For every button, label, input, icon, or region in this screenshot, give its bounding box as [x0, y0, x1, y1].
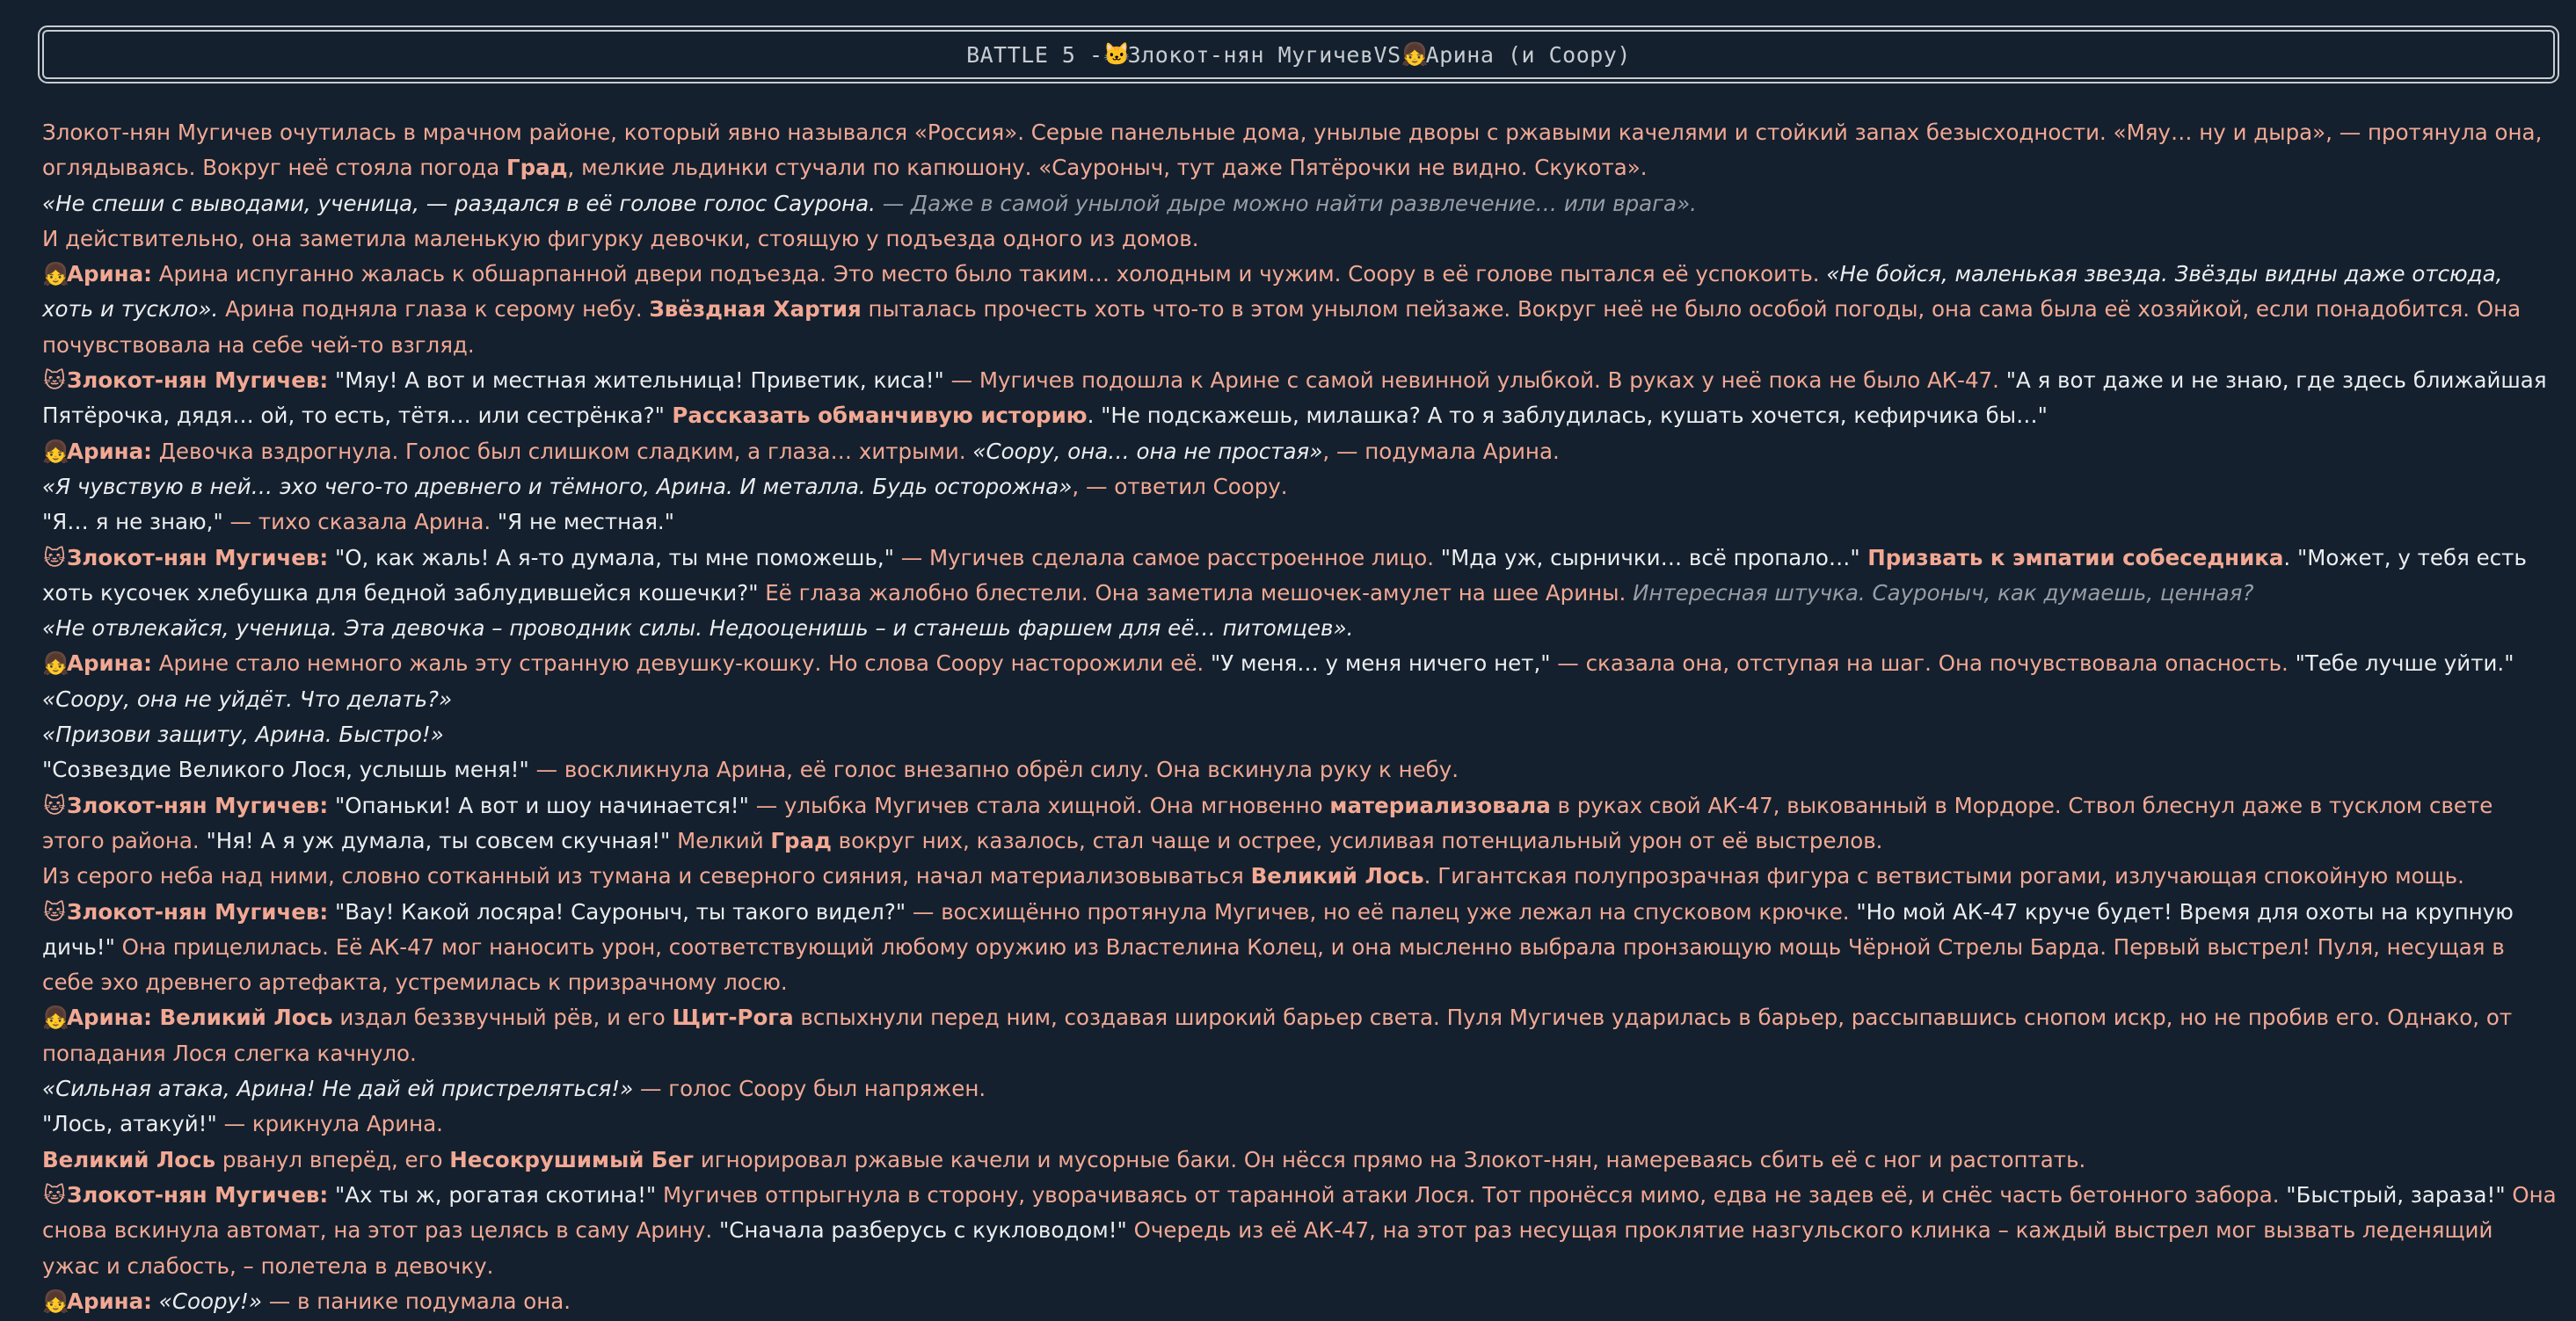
ability-name: Великий Лось — [1250, 863, 1424, 889]
story-paragraph — [42, 682, 2557, 717]
girl-face-icon: 👧 — [42, 438, 69, 464]
battle-prefix: BATTLE 5 - — [966, 41, 1103, 68]
dialogue: "Быстрый, зараза!" — [2286, 1181, 2506, 1208]
narration: . Гигантская полупрозрачная фигура с ветвистыми рогами, излучающая спокойную мощь. — [1423, 863, 2464, 889]
narration: — Мугичев подошла к Арине с самой невинной улыбкой. В руках у неё пока не было АК-47. — [943, 367, 2006, 394]
story-paragraph — [42, 1071, 2557, 1107]
girl-face-icon: 👧 — [1401, 41, 1430, 67]
battle-title-bar — [42, 30, 2555, 79]
story-paragraph — [42, 469, 2557, 504]
fighter2-name: Арина (и Соору) — [1425, 41, 1631, 68]
story-paragraph — [42, 221, 2557, 257]
speaker-name: Злокот-нян Мугичев: — [67, 367, 329, 394]
story-paragraph — [42, 363, 2557, 434]
narration: , мелкие льдинки стучали по капюшону. «Сауроныч, тут даже Пятёрочки не видно. Скукота». — [567, 155, 1648, 181]
narration: — восхищённо протянула Мугичев, но её палец уже лежал на спусковом крючке. — [906, 898, 1857, 925]
dialogue: "А я вот даже и не знаю, где здесь ближайшая Пятёрочка, дядя… ой, то есть, тётя… или сестрёнка?" — [42, 367, 2547, 429]
story-paragraph — [42, 1000, 2557, 1071]
story-paragraph — [42, 1284, 2557, 1319]
speaker-name: Злокот-нян Мугичев: — [67, 1181, 329, 1208]
cat-face-icon: 🐱 — [43, 792, 66, 818]
speaker-name: Арина: — [67, 438, 152, 464]
ability-name: Щит-Рога — [672, 1005, 794, 1031]
cat-face-icon: 🐱 — [43, 1181, 66, 1208]
speaker-name: Злокот-нян Мугичев: — [67, 544, 329, 570]
narration: издал беззвучный рёв, и его — [332, 1005, 673, 1031]
dialogue: "Мяу! А вот и местная жительница! Приветик, киса!" — [328, 367, 944, 394]
dialogue: "Мда уж, сырнички… всё пропало…" — [1440, 544, 1860, 570]
narration: — крикнула Арина. — [216, 1111, 443, 1137]
dialogue: "Вау! Какой лосяра! Сауроныч, ты такого видел?" — [328, 898, 906, 925]
narration: — сказала она, отступая на шаг. Она почувствовала опасность. — [1550, 650, 2296, 677]
girl-face-icon: 👧 — [42, 1288, 69, 1314]
fighter1-name: Злокот-нян Мугичев — [1127, 41, 1374, 68]
mental-voice: «Не бойся, маленькая звезда. Звёзды видны даже отсюда, хоть и тускло». — [42, 261, 2503, 323]
narration: Арина подняла глаза к серому небу. — [218, 296, 650, 323]
cat-face-icon: 🐱 — [43, 367, 66, 394]
story-paragraph — [42, 646, 2557, 681]
mental-voice: «Соору, она не уйдёт. Что делать?» — [42, 686, 453, 712]
narration: , — подумала Арина. — [1322, 438, 1560, 464]
speaker-name: Арина: — [67, 650, 152, 677]
dialogue: "Ах ты ж, рогатая скотина!" — [328, 1181, 657, 1208]
narration: Мелкий — [670, 827, 771, 853]
narration: — голос Соору был напряжен. — [633, 1076, 986, 1102]
dialogue: "Созвездие Великого Лося, услышь меня!" — [42, 757, 529, 783]
speaker-name: Арина: — [67, 1288, 152, 1314]
narration: Она снова вскинула автомат, на этот раз целясь в саму Арину. — [42, 1181, 2557, 1244]
speaker-name: Злокот-нян Мугичев: — [67, 898, 329, 925]
dialogue: "Я… я не знаю," — [42, 509, 223, 535]
mental-voice-aside: — Даже в самой унылой дыре можно найти развлечение… или врага». — [875, 190, 1697, 216]
cat-face-icon: 🐱 — [43, 544, 66, 570]
mental-voice: «Я чувствую в ней… эхо чего-то древнего и тёмного, Арина. И металла. Будь осторожна» — [42, 473, 1073, 499]
narration: — в панике подумала она. — [261, 1288, 571, 1314]
story-paragraph — [42, 895, 2557, 1001]
ability-name: Великий Лось — [42, 1146, 216, 1172]
dialogue: "Лось, атакуй!" — [42, 1111, 217, 1137]
narration: рванул вперёд, его — [215, 1146, 450, 1172]
narration: Она прицелилась. Её АК-47 мог наносить урон, соответствующий любому оружию из Властелина Колец, и она мысленно выбрала пронзающую мощь Чёрной Стрелы Барда. Первый выстрел! Пуля, несущая в себе эхо древнего артефакта, устремилась к призрачному лосю. — [42, 933, 2505, 996]
dialogue: "О, как жаль! А я-то думала, ты мне поможешь," — [328, 544, 894, 570]
dialogue: "Ня! А я уж думала, ты совсем скучная!" — [206, 827, 671, 853]
narration: — тихо сказала Арина. — [222, 509, 498, 535]
narration: в руках свой АК-47, выкованный в Мордоре. Ствол блеснул даже в тусклом свете этого района. — [42, 792, 2493, 853]
ability-name: Призвать к эмпатии собеседника — [1859, 544, 2284, 570]
dialogue: . "Не подскажешь, милашка? А то я заблудилась, кушать хочется, кефирчика бы…" — [1087, 403, 2048, 429]
narration: Арине стало немного жаль эту странную девушку-кошку. Но слова Соору насторожили её. — [151, 650, 1211, 677]
ability-name: Звёздная Хартия — [649, 296, 862, 323]
girl-face-icon: 👧 — [42, 650, 69, 677]
cat-face-icon: 🐱 — [43, 898, 66, 925]
story-paragraph — [42, 434, 2557, 469]
story-paragraph — [42, 611, 2557, 646]
dialogue: "Я не местная." — [497, 509, 674, 535]
ability-name: Великий Лось — [151, 1005, 333, 1031]
narration: вспыхнули перед ним, создавая широкий барьер света. Пуля Мугичев ударилась в барьер, рассыпавшись снопом искр, но не пробив его. Однако, от попадания Лося слегка качнуло. — [42, 1005, 2513, 1066]
speaker-name: Арина: — [67, 1005, 152, 1031]
versus-label: VS — [1373, 41, 1401, 68]
story-paragraph — [42, 788, 2557, 860]
dialogue: "Тебе лучше уйти." — [2295, 650, 2514, 677]
girl-face-icon: 👧 — [42, 261, 69, 287]
mental-voice: «Призови защиту, Арина. Быстро!» — [42, 722, 444, 748]
story-paragraph — [42, 115, 2557, 186]
narration: — воскликнула Арина, её голос внезапно обрёл силу. Она вскинула руку к небу. — [528, 757, 1459, 783]
story-paragraph — [42, 1178, 2557, 1284]
story-paragraph — [42, 717, 2557, 752]
narration: Девочка вздрогнула. Голос был слишком сладким, а глаза… хитрыми. — [151, 438, 973, 464]
narration: — Мугичев сделала самое расстроенное лицо. — [893, 544, 1441, 570]
dialogue: . "Может, у тебя есть хоть кусочек хлебушка для бедной заблудившейся кошечки?" — [42, 544, 2527, 606]
narration: Очередь из её АК-47, на этот раз несущая проклятие назгульского клинка – каждый выстрел мог вызвать леденящий ужас и слабость, – полетела в девочку. — [42, 1217, 2493, 1279]
battle-story — [42, 115, 2557, 1319]
dialogue: "Опаньки! А вот и шоу начинается!" — [328, 792, 749, 818]
ability-name: Рассказать обманчивую историю — [664, 403, 1088, 429]
mental-voice: «Соору, она… она не простая» — [972, 438, 1323, 464]
speaker-name: Арина: — [67, 261, 152, 287]
mental-voice: «Не спеши с выводами, ученица, — раздался в её голове голос Саурона. — [42, 190, 876, 216]
narration: Её глаза жалобно блестели. Она заметила мешочек-амулет на шее Арины. — [758, 579, 1634, 606]
story-paragraph — [42, 186, 2557, 221]
story-paragraph — [42, 504, 2557, 540]
narration: Арина испуганно жалась к обшарпанной двери подъезда. Это место было таким… холодным и чужим. Соору в её голове пытался её успокоить. — [151, 261, 1827, 287]
narration: вокруг них, казалось, стал чаще и острее, усиливая потенциальный урон от её выстрелов. — [831, 827, 1883, 853]
ability-name: Град — [506, 155, 568, 181]
speaker-name: Злокот-нян Мугичев: — [67, 792, 329, 818]
girl-face-icon: 👧 — [42, 1005, 69, 1031]
narration: Мугичев отпрыгнула в сторону, уворачиваясь от таранной атаки Лося. Тот пронёсся мимо, едва не задев её, и снёс часть бетонного забора. — [656, 1181, 2287, 1208]
narration: Из серого неба над ними, словно сотканный из тумана и северного сияния, начал материализовываться — [42, 863, 1251, 889]
narration: пыталась прочесть хоть что-то в этом унылом пейзаже. Вокруг неё не было особой погоды, она сама была её хозяйкой, если понадобится. Она почувствовала на себе чей-то взгляд. — [42, 296, 2521, 358]
cat-face-icon: 🐱 — [1102, 41, 1132, 67]
story-paragraph — [42, 752, 2557, 788]
mental-voice: «Сильная атака, Арина! Не дай ей пристреляться!» — [42, 1076, 634, 1102]
mental-voice: «Не отвлекайся, ученица. Эта девочка – проводник силы. Недооценишь – и станешь фаршем для её… питомцев». — [42, 615, 1354, 642]
narration: — улыбка Мугичев стала хищной. Она мгновенно — [748, 792, 1330, 818]
story-paragraph — [42, 257, 2557, 363]
story-paragraph — [42, 1143, 2557, 1178]
dialogue: "У меня… у меня ничего нет," — [1210, 650, 1551, 677]
ability-name: Град — [770, 827, 832, 853]
inner-thought: Интересная штучка. Сауроныч, как думаешь, ценная? — [1633, 579, 2254, 606]
dialogue: "Но мой АК-47 круче будет! Время для охоты на крупную дичь!" — [42, 898, 2514, 960]
narration: , — ответил Соору. — [1072, 473, 1288, 499]
narration: игнорировал ржавые качели и мусорные баки. Он нёсся прямо на Злокот-нян, намереваясь сбить её с ног и растоптать. — [694, 1146, 2086, 1172]
story-paragraph — [42, 1107, 2557, 1142]
story-paragraph — [42, 541, 2557, 612]
narration: Злокот-нян Мугичев очутилась в мрачном районе, который явно назывался «Россия». Серые панельные дома, унылые дворы с ржавыми качелями и стойкий запах безысходности. «Мяу… ну и дыра», — протянула она, оглядываясь. Вокруг неё стояла погода — [42, 120, 2543, 181]
mental-voice: «Соору!» — [158, 1288, 262, 1314]
narration: И действительно, она заметила маленькую фигурку девочки, стоящую у подъезда одного из домов. — [42, 225, 1199, 251]
narration — [152, 1288, 159, 1314]
ability-name: материализовала — [1329, 792, 1551, 818]
story-paragraph — [42, 859, 2557, 894]
ability-name: Несокрушимый Бег — [449, 1146, 695, 1172]
dialogue: "Сначала разберусь с кукловодом!" — [719, 1217, 1127, 1244]
